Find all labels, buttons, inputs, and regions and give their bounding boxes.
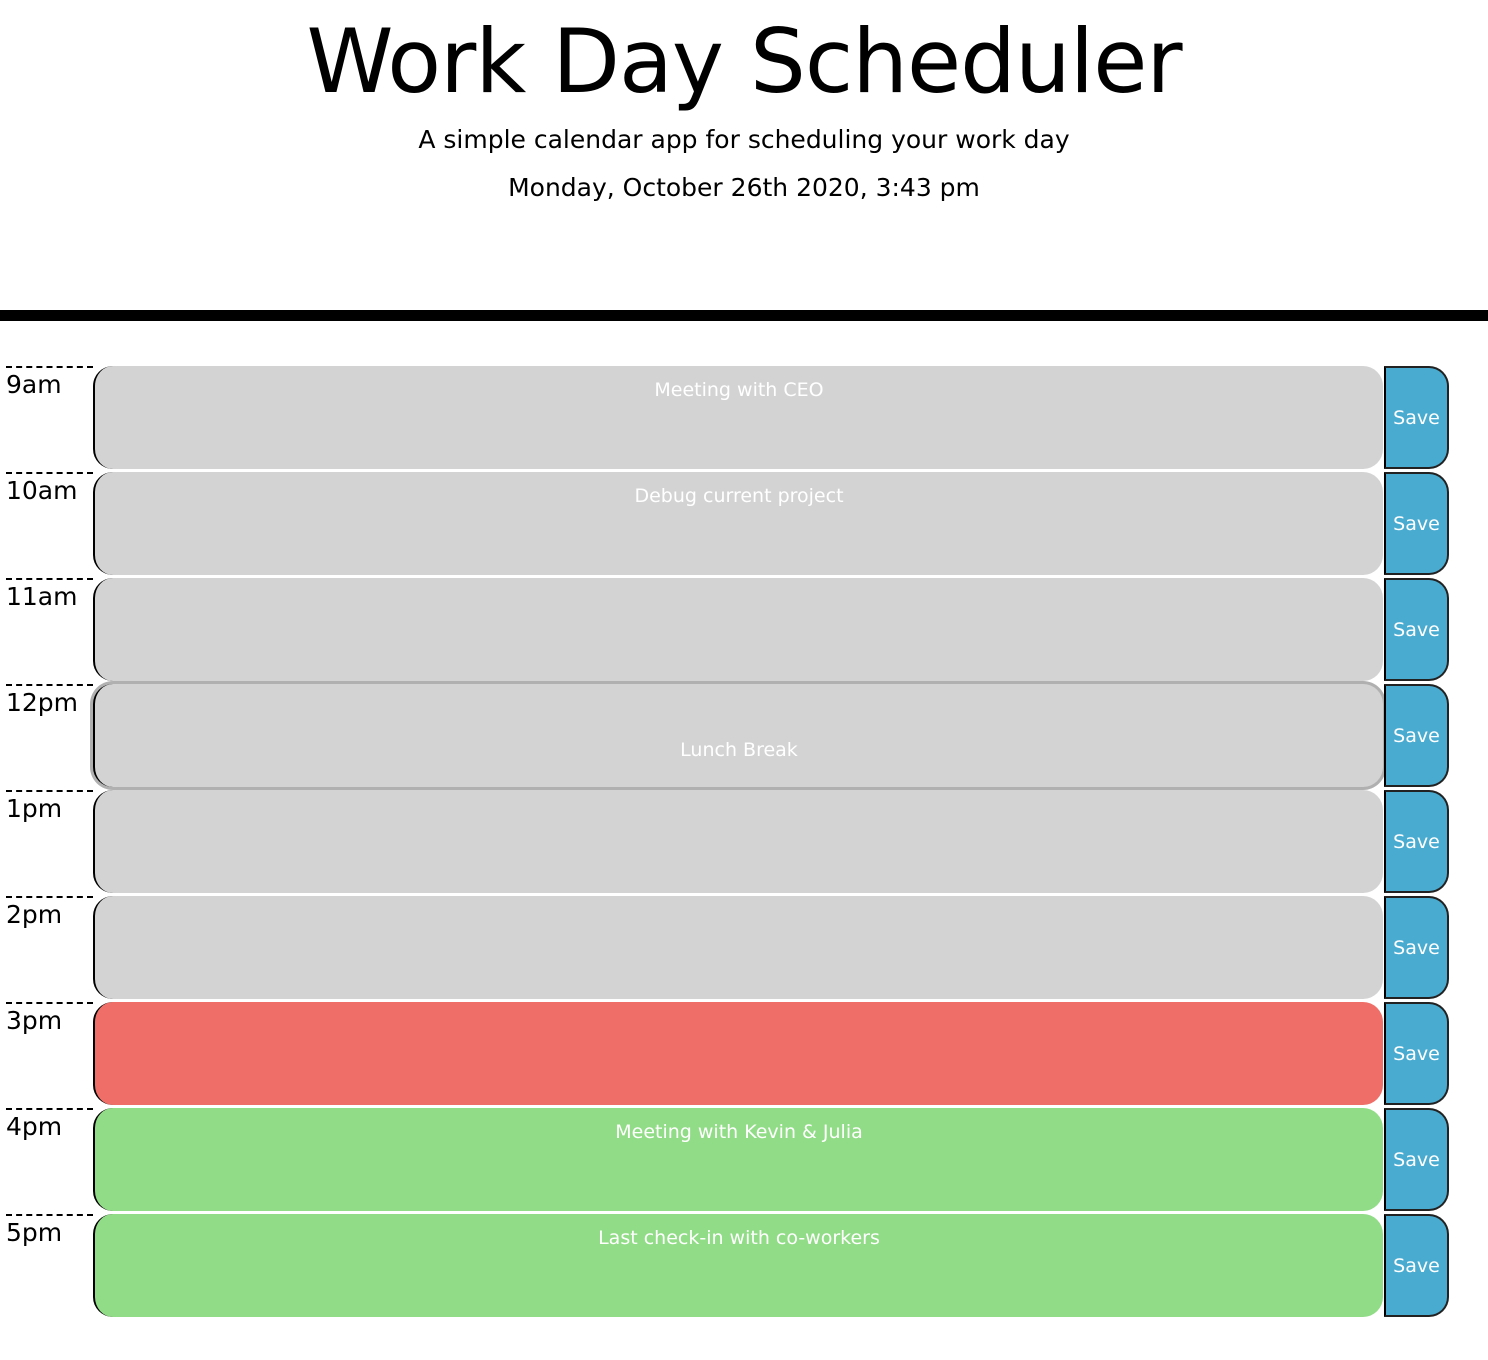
- save-button[interactable]: Save: [1384, 1108, 1449, 1211]
- timeblock-5pm: [0, 1214, 1488, 1320]
- timeblocks-container: [0, 366, 1488, 1320]
- save-button[interactable]: Save: [1384, 790, 1449, 893]
- header-divider: [0, 310, 1488, 321]
- timeblock-9am: [0, 366, 1488, 472]
- hour-label: 5pm: [6, 1214, 93, 1320]
- timeblock-12pm: [0, 684, 1488, 790]
- description-line: Lunch Break: [680, 739, 798, 761]
- timeblock-10am: [0, 472, 1488, 578]
- hour-label: 4pm: [6, 1108, 93, 1214]
- timeblock-11am: [0, 578, 1488, 684]
- hour-label: 3pm: [6, 1002, 93, 1108]
- description-input[interactable]: [93, 578, 1383, 681]
- save-button[interactable]: Save: [1384, 578, 1449, 681]
- header: [0, 0, 1488, 310]
- save-button[interactable]: Save: [1384, 684, 1449, 787]
- description-input[interactable]: Debug current project: [93, 472, 1383, 575]
- description-input[interactable]: Last check-in with co-workers: [93, 1214, 1383, 1317]
- timeblock-4pm: [0, 1108, 1488, 1214]
- current-day: Monday, October 26th 2020, 3:43 pm: [508, 173, 980, 202]
- page-title: Work Day Scheduler: [306, 10, 1182, 113]
- timeblock-2pm: [0, 896, 1488, 1002]
- description-input[interactable]: [93, 1002, 1383, 1105]
- hour-label: 11am: [6, 578, 93, 684]
- description-input[interactable]: [93, 896, 1383, 999]
- save-button[interactable]: Save: [1384, 1214, 1449, 1317]
- timeblock-1pm: [0, 790, 1488, 896]
- hour-label: 2pm: [6, 896, 93, 1002]
- hour-label: 9am: [6, 366, 93, 472]
- save-button[interactable]: Save: [1384, 1002, 1449, 1105]
- hour-label: 12pm: [6, 684, 93, 790]
- description-input[interactable]: Meeting with Kevin & Julia: [93, 1108, 1383, 1211]
- description-input[interactable]: Meeting with CEO: [93, 366, 1383, 469]
- page-subtitle: A simple calendar app for scheduling your work day: [418, 125, 1070, 154]
- save-button[interactable]: Save: [1384, 896, 1449, 999]
- save-button[interactable]: Save: [1384, 472, 1449, 575]
- timeblock-3pm: [0, 1002, 1488, 1108]
- description-input[interactable]: [93, 684, 1383, 787]
- hour-label: 10am: [6, 472, 93, 578]
- description-input[interactable]: [93, 790, 1383, 893]
- save-button[interactable]: Save: [1384, 366, 1449, 469]
- hour-label: 1pm: [6, 790, 93, 896]
